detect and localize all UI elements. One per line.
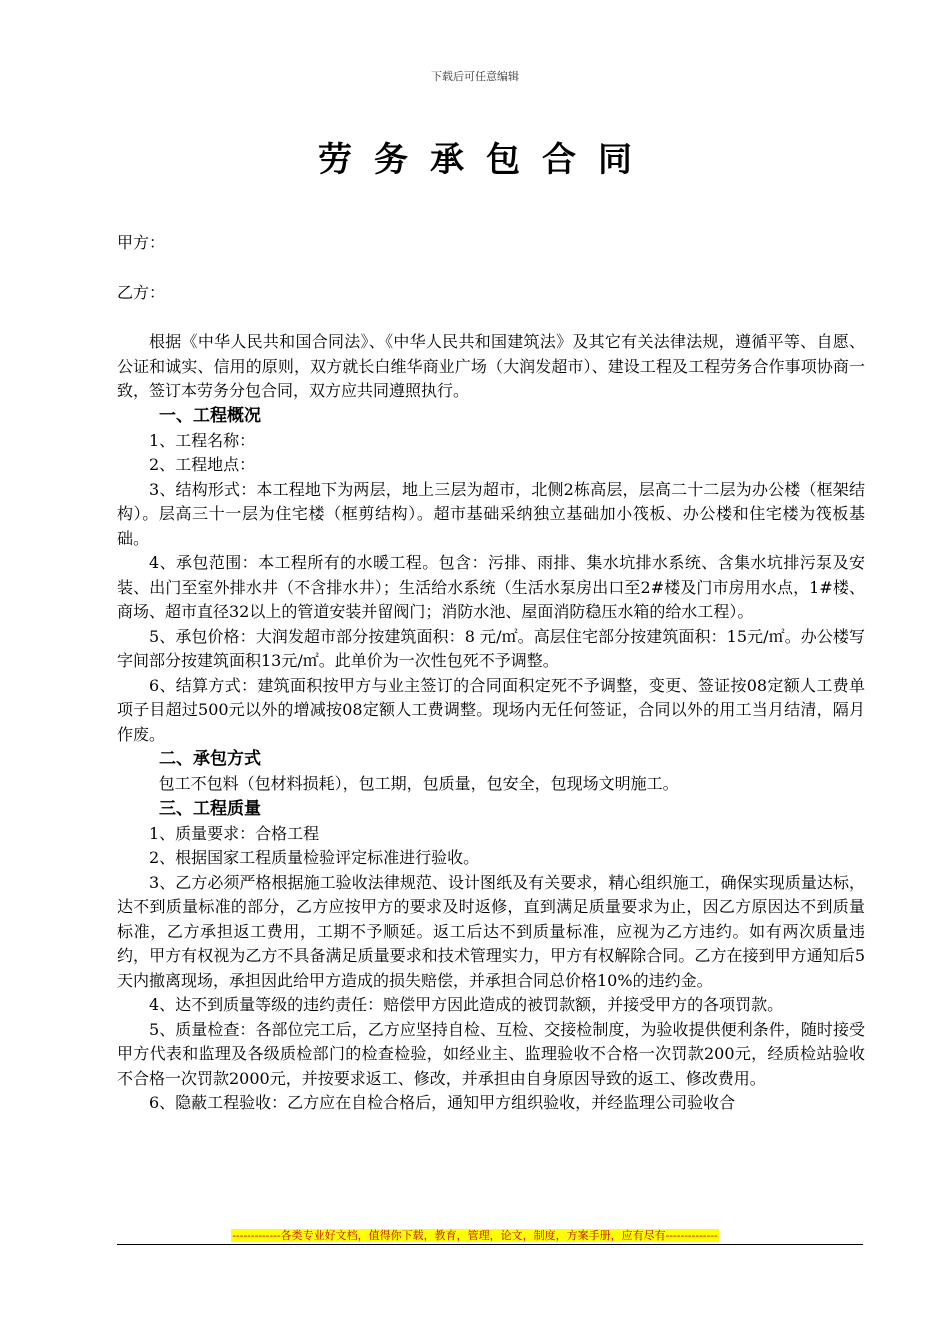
quality-item: 6、隐蔽工程验收：乙方应在自检合格后，通知甲方组织验收，并经监理公司验收合: [149, 1093, 736, 1112]
party-b-label: 乙方：: [117, 283, 166, 302]
quality-item: 3、乙方必须严格根据施工验收法律规范、设计图纸及有关要求，精心组织施工，确保实现质量达标，达不到质量标准的部分，乙方应按甲方的要求及时返修，直到满足质量要求为止，因乙方原因达不到质量标准，乙方承担返工费用，工期不予顺延。返工后达不到质量标准，应视为乙方违约。如有两次质量违约，甲方有权视为乙方不具备满足质量要求和技术管理实力，甲方有权解除合同。乙方在接到甲方通知后5天内撤离现场，承担因此给甲方造成的损失赔偿，并承担合同总价格10%的违约金。: [117, 872, 865, 990]
contract-mode-text: 包工不包料（包材料损耗），包工期，包质量，包安全，包现场文明施工。: [158, 774, 679, 793]
header-note: 下载后可任意编辑: [431, 70, 519, 83]
footer-divider: [117, 1244, 863, 1245]
overview-item: 1、工程名称：: [149, 430, 256, 450]
contract-body: [117, 330, 865, 1116]
section-heading-quality: 三、工程质量: [159, 798, 261, 819]
section-heading-contract-mode: 二、承包方式: [159, 749, 261, 769]
overview-item: 4、承包范围：本工程所有的水暖工程。包含：污排、雨排、集水坑排水系统、含集水坑排污泵及安装、出门至室外排水井（不含排水井）；生活给水系统（生活水泵房出口至2#楼及门市房用水点，1#楼、商场、超市直径32以上的管道安装并留阀门；消防水池、屋面消防稳压水箱的给水工程）。: [117, 553, 865, 621]
overview-item: 6、结算方式：建筑面积按甲方与业主签订的合同面积定死不予调整，变更、签证按08定额人工费单项子目超过500元以外的增减按08定额人工费调整。现场内无任何签证，合同以外的用工当月结清，隔月作废。: [117, 675, 865, 744]
footer-advertisement: [0, 1227, 950, 1243]
overview-item: 5、承包价格：大润发超市部分按建筑面积：8 元/㎡。高层住宅部分按建筑面积：15元/㎡。办公楼写字间部分按建筑面积13元/㎡。此单价为一次性包死不予调整。: [117, 626, 865, 670]
quality-item: 2、根据国家工程质量检验评定标准进行验收。: [149, 848, 480, 867]
party-a-label: 甲方：: [117, 233, 166, 252]
footer-ad-text: -------------各类专业好文档，值得你下载，教育，管理，论文，制度，方案手册，应有尽有--------------: [232, 1229, 718, 1242]
section-heading-overview: 一、工程概况: [159, 405, 261, 426]
overview-item: 2、工程地点：: [149, 455, 256, 474]
quality-item: 1、质量要求：合格工程: [149, 823, 320, 843]
quality-item: 4、达不到质量等级的违约责任：赔偿甲方因此造成的被罚款额，并接受甲方的各项罚款。: [149, 995, 784, 1014]
intro-paragraph: 根据《中华人民共和国合同法》、《中华人民共和国建筑法》及其它有关法律法规，遵循平等、自愿、公证和诚实、信用的原则，双方就长白维华商业广场（大润发超市）、建设工程及工程劳务合作事项协商一致，签订本劳务分包合同，双方应共同遵照执行。: [117, 332, 865, 400]
quality-item: 5、质量检查：各部位完工后，乙方应坚持自检、互检、交接检制度，为验收提供便利条件，随时接受甲方代表和监理及各级质检部门的检查检验，如经业主、监理验收不合格一次罚款200元，经质检站验收不合格一次罚款2000元，并按要求返工、修改，并承担由自身原因导致的返工、修改费用。: [117, 1019, 865, 1088]
overview-item: 3、结构形式：本工程地下为两层，地上三层为超市，北侧2栋高层，层高二十二层为办公楼（框架结构）。层高三十一层为住宅楼（框剪结构）。超市基础采纳独立基础加小筏板、办公楼和住宅楼为筏板基础。: [117, 479, 865, 548]
page-title: 劳务承包合同: [318, 140, 654, 180]
